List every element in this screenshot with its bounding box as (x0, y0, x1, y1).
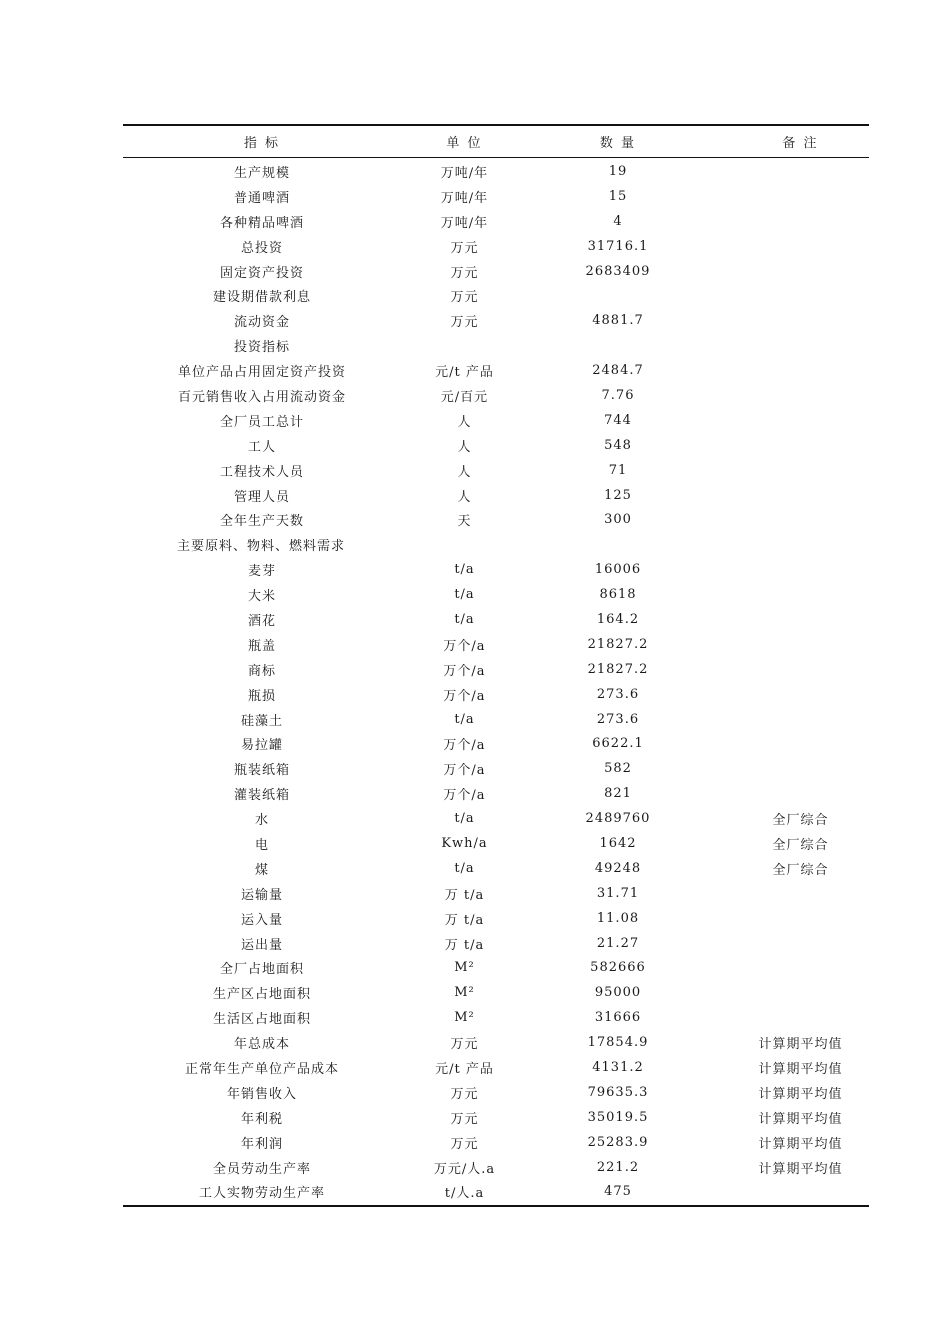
row-quantity: 16006 (594, 562, 642, 578)
row-remark: 计算期平均值 (758, 1037, 843, 1053)
row-quantity: 31716.1 (587, 238, 649, 254)
row-quantity: 11.08 (596, 910, 640, 926)
row-indicator: 硅藻土 (240, 713, 283, 729)
row-quantity: 17854.9 (587, 1035, 649, 1051)
row-indicator: 瓶盖 (247, 638, 276, 654)
table-row (123, 483, 869, 508)
row-unit: M² (454, 985, 475, 1001)
table-row (123, 682, 869, 707)
row-quantity: 744 (604, 412, 632, 428)
row-remark: 计算期平均值 (758, 1086, 843, 1102)
row-quantity: 548 (604, 437, 632, 453)
table-row (123, 1080, 869, 1105)
table-row (123, 956, 869, 981)
row-indicator: 年销售收入 (226, 1086, 297, 1102)
row-quantity: 95000 (594, 985, 642, 1001)
row-indicator: 麦芽 (247, 564, 276, 580)
row-unit: 元/t 产品 (435, 365, 494, 381)
row-indicator: 商标 (247, 663, 276, 679)
table-row (123, 184, 869, 209)
row-indicator: 工人 (247, 439, 276, 455)
row-quantity: 2489760 (585, 811, 651, 827)
table-row (123, 781, 869, 806)
row-unit: 万个/a (443, 788, 486, 804)
table-row (123, 159, 869, 184)
row-quantity: 7.76 (601, 387, 635, 403)
row-indicator: 运入量 (240, 912, 283, 928)
row-indicator: 酒花 (247, 613, 276, 629)
row-indicator: 瓶装纸箱 (233, 763, 290, 779)
row-unit: t/a (454, 562, 475, 578)
table-bottom-rule (123, 1205, 869, 1207)
row-indicator: 全年生产天数 (219, 514, 304, 530)
table-row (123, 557, 869, 582)
row-unit: M² (454, 960, 475, 976)
row-indicator: 固定资产投资 (219, 265, 304, 281)
row-remark: 计算期平均值 (758, 1062, 843, 1077)
row-quantity: 1642 (599, 835, 637, 851)
row-quantity: 582666 (590, 960, 646, 976)
table-row (123, 408, 869, 433)
row-unit: 万个/a (443, 663, 486, 679)
row-unit: M² (454, 1010, 475, 1026)
row-indicator: 流动资金 (233, 315, 290, 331)
row-indicator: 单位产品占用固定资产投资 (177, 365, 346, 381)
row-quantity: 221.2 (596, 1159, 640, 1175)
row-unit: 万元 (450, 265, 479, 281)
table-row (123, 906, 869, 931)
row-indicator: 运出量 (240, 937, 283, 953)
table-row (123, 458, 869, 483)
row-indicator: 工人实物劳动生产率 (198, 1186, 325, 1202)
row-quantity: 71 (608, 462, 628, 478)
row-quantity: 475 (604, 1184, 632, 1200)
row-quantity: 582 (604, 761, 632, 777)
table-row (123, 1030, 869, 1055)
row-indicator: 总投资 (240, 240, 283, 256)
row-indicator: 百元销售收入占用流动资金 (177, 389, 346, 405)
table-row (123, 1105, 869, 1130)
row-quantity: 821 (604, 786, 632, 802)
table-row (123, 259, 869, 284)
row-quantity: 19 (608, 163, 628, 179)
row-indicator: 年利税 (240, 1111, 283, 1127)
row-unit: 人 (457, 464, 472, 480)
row-unit: 万元 (450, 290, 479, 306)
row-unit: 人 (457, 414, 472, 430)
table-row (123, 1180, 869, 1205)
row-indicator: 生活区占地面积 (212, 1012, 311, 1028)
table-row (123, 582, 869, 607)
row-remark: 计算期平均值 (758, 1111, 843, 1127)
row-quantity: 31666 (594, 1010, 642, 1026)
row-unit: t/a (454, 611, 475, 627)
row-indicator: 各种精品啤酒 (219, 215, 304, 231)
row-indicator: 电 (254, 837, 269, 853)
table-row (123, 433, 869, 458)
table-row (123, 931, 869, 956)
table-row (123, 731, 869, 756)
row-indicator: 管理人员 (233, 489, 290, 505)
header-quantity: 数 量 (599, 136, 637, 151)
table-row (123, 234, 869, 259)
row-quantity: 4 (613, 213, 623, 229)
row-unit: 万元 (450, 315, 479, 331)
row-quantity: 31.71 (596, 885, 640, 901)
row-quantity: 4131.2 (592, 1060, 644, 1075)
table-row (123, 707, 869, 732)
row-indicator: 生产区占地面积 (212, 987, 311, 1003)
row-indicator: 全厂员工总计 (219, 414, 304, 430)
row-indicator: 生产规模 (233, 165, 290, 181)
row-indicator: 年总成本 (233, 1037, 290, 1053)
row-remark: 计算期平均值 (758, 1161, 843, 1177)
row-unit: 人 (457, 489, 472, 505)
row-quantity: 21827.2 (587, 636, 649, 652)
row-quantity: 4881.7 (592, 313, 644, 329)
row-quantity: 2484.7 (592, 363, 644, 379)
row-quantity: 49248 (594, 860, 642, 876)
table-row (123, 358, 869, 383)
row-quantity: 2683409 (585, 263, 651, 279)
row-unit: t/a (454, 587, 475, 603)
row-quantity: 125 (604, 487, 632, 503)
row-indicator: 灌装纸箱 (233, 788, 290, 804)
table-row (123, 1155, 869, 1180)
header-remark: 备 注 (782, 136, 819, 151)
row-quantity: 273.6 (596, 711, 640, 727)
row-unit: 万元 (450, 1086, 479, 1102)
row-indicator: 建设期借款利息 (212, 290, 311, 306)
table-row (123, 657, 869, 682)
table-row (123, 806, 869, 831)
indicator-table (123, 124, 869, 1207)
row-indicator: 全员劳动生产率 (212, 1161, 311, 1177)
row-unit: 万个/a (443, 688, 486, 704)
table-row (123, 831, 869, 856)
row-unit: t/a (454, 711, 475, 727)
row-remark: 全厂综合 (772, 837, 829, 853)
row-quantity: 6622.1 (592, 736, 644, 752)
table-row (123, 308, 869, 333)
row-indicator: 煤 (254, 862, 269, 878)
row-unit: 万个/a (443, 763, 486, 779)
row-remark: 全厂综合 (772, 813, 829, 829)
row-indicator: 易拉罐 (240, 738, 283, 754)
row-unit: 万吨/年 (440, 165, 489, 181)
row-indicator: 水 (254, 813, 269, 829)
row-quantity: 300 (604, 512, 632, 528)
table-body (123, 158, 869, 1205)
row-unit: 万 t/a (444, 912, 485, 928)
row-indicator: 大米 (247, 589, 276, 605)
row-unit: Kwh/a (441, 835, 488, 851)
row-unit: t/a (454, 860, 475, 876)
row-unit: 元/t 产品 (435, 1062, 494, 1077)
row-unit: 万 t/a (444, 937, 485, 953)
table-row (123, 383, 869, 408)
row-remark: 计算期平均值 (758, 1136, 843, 1152)
row-indicator: 主要原料、物料、燃料需求 (177, 539, 346, 555)
row-unit: 万个/a (443, 738, 486, 754)
row-indicator: 瓶损 (247, 688, 276, 704)
table-row (123, 333, 869, 358)
row-indicator: 投资指标 (233, 340, 290, 356)
table-row (123, 283, 869, 308)
header-unit: 单 位 (446, 136, 483, 151)
table-row (123, 209, 869, 234)
table-row (123, 881, 869, 906)
row-indicator: 普通啤酒 (233, 190, 290, 206)
row-unit: t/人.a (444, 1186, 485, 1202)
row-indicator: 全厂占地面积 (219, 962, 304, 978)
row-unit: 万个/a (443, 638, 486, 654)
row-quantity: 21827.2 (587, 661, 649, 677)
table-row (123, 532, 869, 557)
row-unit: 人 (457, 439, 472, 455)
row-quantity: 8618 (599, 587, 637, 603)
row-unit: 天 (457, 514, 472, 530)
table-row (123, 632, 869, 657)
row-indicator: 年利润 (240, 1136, 283, 1152)
row-unit: 万吨/年 (440, 190, 489, 206)
row-unit: 元/百元 (440, 389, 489, 405)
table-row (123, 507, 869, 532)
row-indicator: 工程技术人员 (219, 464, 304, 480)
row-quantity: 79635.3 (587, 1084, 649, 1100)
row-quantity: 21.27 (596, 935, 640, 951)
row-quantity: 25283.9 (587, 1134, 649, 1150)
table-row (123, 980, 869, 1005)
row-indicator: 运输量 (240, 887, 283, 903)
row-quantity: 273.6 (596, 686, 640, 702)
row-indicator: 正常年生产单位产品成本 (184, 1062, 339, 1077)
table-row (123, 607, 869, 632)
table-header-row (123, 126, 869, 157)
row-unit: 万吨/年 (440, 215, 489, 231)
row-unit: 万元/人.a (433, 1161, 496, 1177)
row-quantity: 15 (608, 188, 628, 204)
row-unit: 万元 (450, 1136, 479, 1152)
row-quantity: 164.2 (596, 611, 640, 627)
row-remark: 全厂综合 (772, 862, 829, 878)
header-indicator: 指 标 (243, 136, 281, 151)
row-unit: 万元 (450, 1111, 479, 1127)
table-row (123, 1005, 869, 1030)
row-quantity: 35019.5 (587, 1109, 649, 1125)
row-unit: t/a (454, 811, 475, 827)
row-unit: 万元 (450, 1037, 479, 1053)
table-row (123, 1055, 869, 1080)
table-row (123, 1130, 869, 1155)
row-unit: 万元 (450, 240, 479, 256)
table-row (123, 756, 869, 781)
table-row (123, 856, 869, 881)
row-unit: 万 t/a (444, 887, 485, 903)
